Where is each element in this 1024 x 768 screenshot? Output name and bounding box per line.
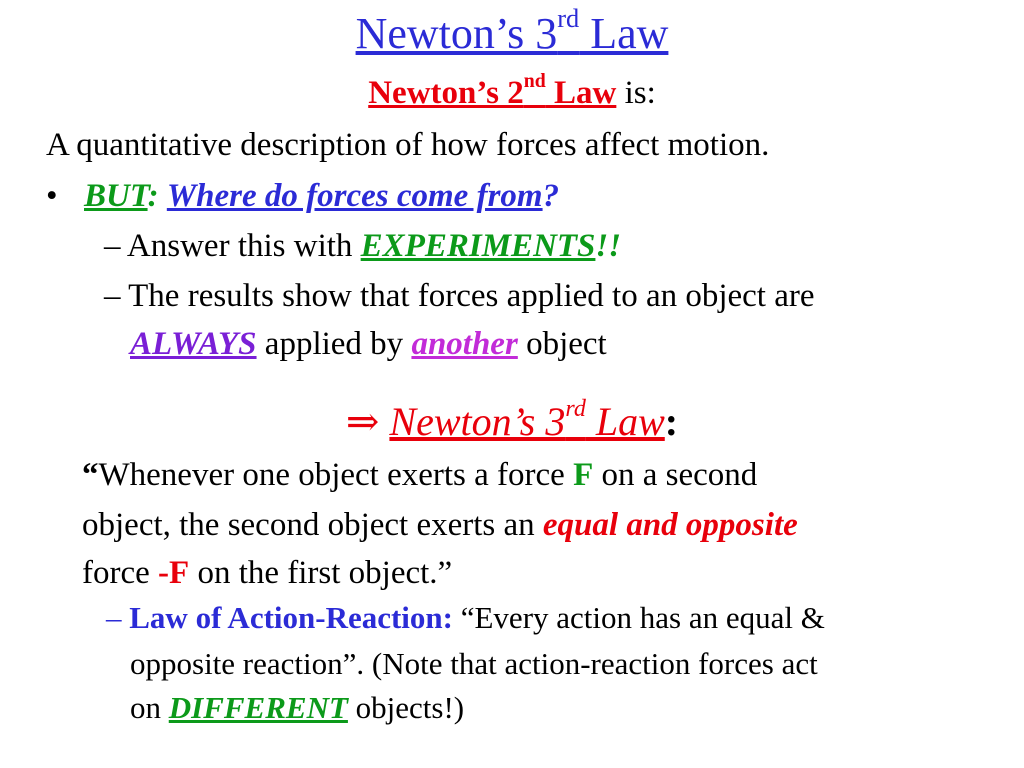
experiments-emphasis: EXPERIMENTS — [360, 228, 596, 264]
title-text-end: Law — [579, 9, 669, 58]
force-F: F — [573, 457, 594, 493]
quote-line2: object, the second object exerts an equal and opposite — [82, 507, 798, 543]
subtitle-law: Newton’s 2nd Law — [368, 70, 617, 111]
equal-opposite-emphasis: equal and opposite — [542, 507, 798, 543]
quote-line3: force -F on the first object.” — [82, 555, 453, 591]
dash-results-line1: – The results show that forces applied to an object are — [104, 278, 815, 314]
third-law-heading — [0, 395, 1024, 445]
question-text: Where do forces come from — [166, 178, 543, 214]
action-reaction-line3: on DIFFERENT objects!) — [130, 690, 465, 725]
bullet-marker: • — [46, 178, 58, 214]
subtitle — [0, 70, 1024, 112]
subtitle-is: is: — [616, 75, 656, 111]
action-reaction-line2: opposite reaction”. (Note that action-reaction forces act — [130, 646, 818, 681]
description-line: A quantitative description of how forces affect motion. — [46, 127, 770, 163]
quote-line1: “Whenever one object exerts a force F on a second — [82, 457, 758, 493]
but-label: BUT — [84, 178, 148, 214]
question-mark: ? — [542, 178, 560, 214]
bullet-but — [46, 178, 559, 215]
title-superscript: rd — [557, 2, 580, 33]
title-text: Newton’s 3 — [355, 9, 558, 58]
slide-title — [0, 2, 1024, 59]
always-emphasis: ALWAYS — [130, 326, 257, 362]
implies-arrow-icon: ⇒ — [345, 399, 380, 444]
another-emphasis: another — [411, 326, 518, 362]
force-negF: -F — [158, 555, 190, 591]
different-emphasis: DIFFERENT — [168, 690, 348, 725]
action-reaction-line1: – Law of Action-Reaction: “Every action has an equal & — [106, 600, 825, 635]
action-reaction-label: Law of Action-Reaction: — [129, 600, 453, 635]
dash-results-line2: ALWAYS applied by another object — [130, 326, 607, 362]
heading-colon: : — [664, 399, 679, 444]
but-colon: : — [147, 178, 159, 214]
third-law-title: Newton’s 3rd Law — [389, 395, 665, 444]
dash-experiments: – Answer this with EXPERIMENTS!! — [104, 228, 622, 264]
experiments-exclaim: !! — [595, 228, 622, 264]
